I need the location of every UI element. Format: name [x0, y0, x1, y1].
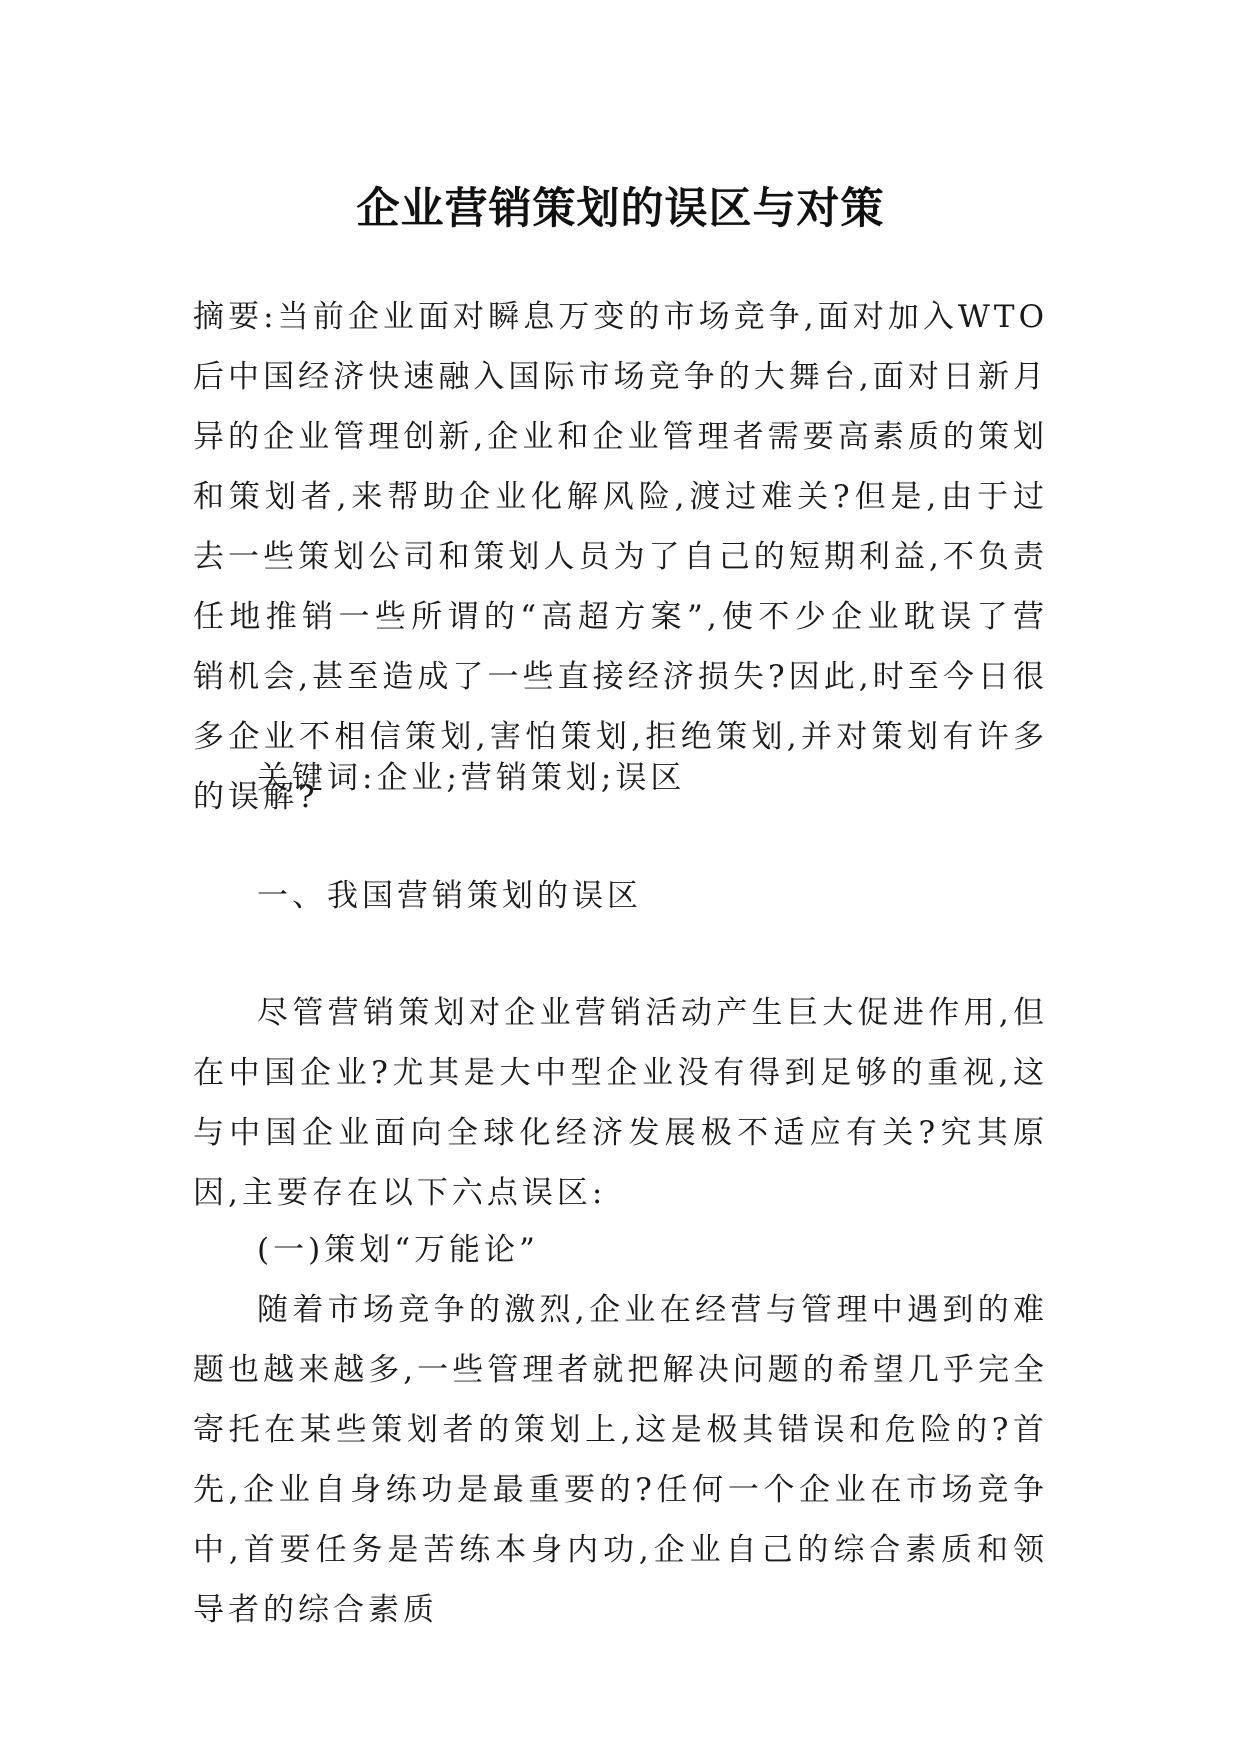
document-title: 企业营销策划的误区与对策 [356, 183, 885, 234]
subsection-paragraph: 随着市场竞争的激烈,企业在经营与管理中遇到的难题也越来越多,一些管理者就把解决问题的希望几乎完全寄托在某些策划者的策划上,这是极其错误和危险的?首先,企业自身练功是最重要的?任何一个企业在市场竞争中,首要任务是苦练本身内功,企业自己的综合素质和领导者的综合素质 [193, 1292, 1048, 1628]
keywords-line: 关键词:企业;营销策划;误区 [257, 760, 686, 796]
subsection-heading: (一)策划“万能论” [257, 1232, 539, 1268]
section-paragraph: 尽管营销策划对企业营销活动产生巨大促进作用,但在中国企业?尤其是大中型企业没有得到足够的重视,这与中国企业面向全球化经济发展极不适应有关?究其原因,主要存在以下六点误区: [193, 995, 1048, 1211]
section-heading: 一、我国营销策划的误区 [257, 878, 642, 914]
abstract-paragraph: 摘要:当前企业面对瞬息万变的市场竞争,面对加入WTO后中国经济快速融入国际市场竞争的大舞台,面对日新月异的企业管理创新,企业和企业管理者需要高素质的策划和策划者,来帮助企业化解风险,渡过难关?但是,由于过去一些策划公司和策划人员为了自己的短期利益,不负责任地推销一些所谓的“高超方案”,使不少企业耽误了营销机会,甚至造成了一些直接经济损失?因此,时至今日很多企业不相信策划,害怕策划,拒绝策划,并对策划有许多的误解? [193, 299, 1048, 815]
